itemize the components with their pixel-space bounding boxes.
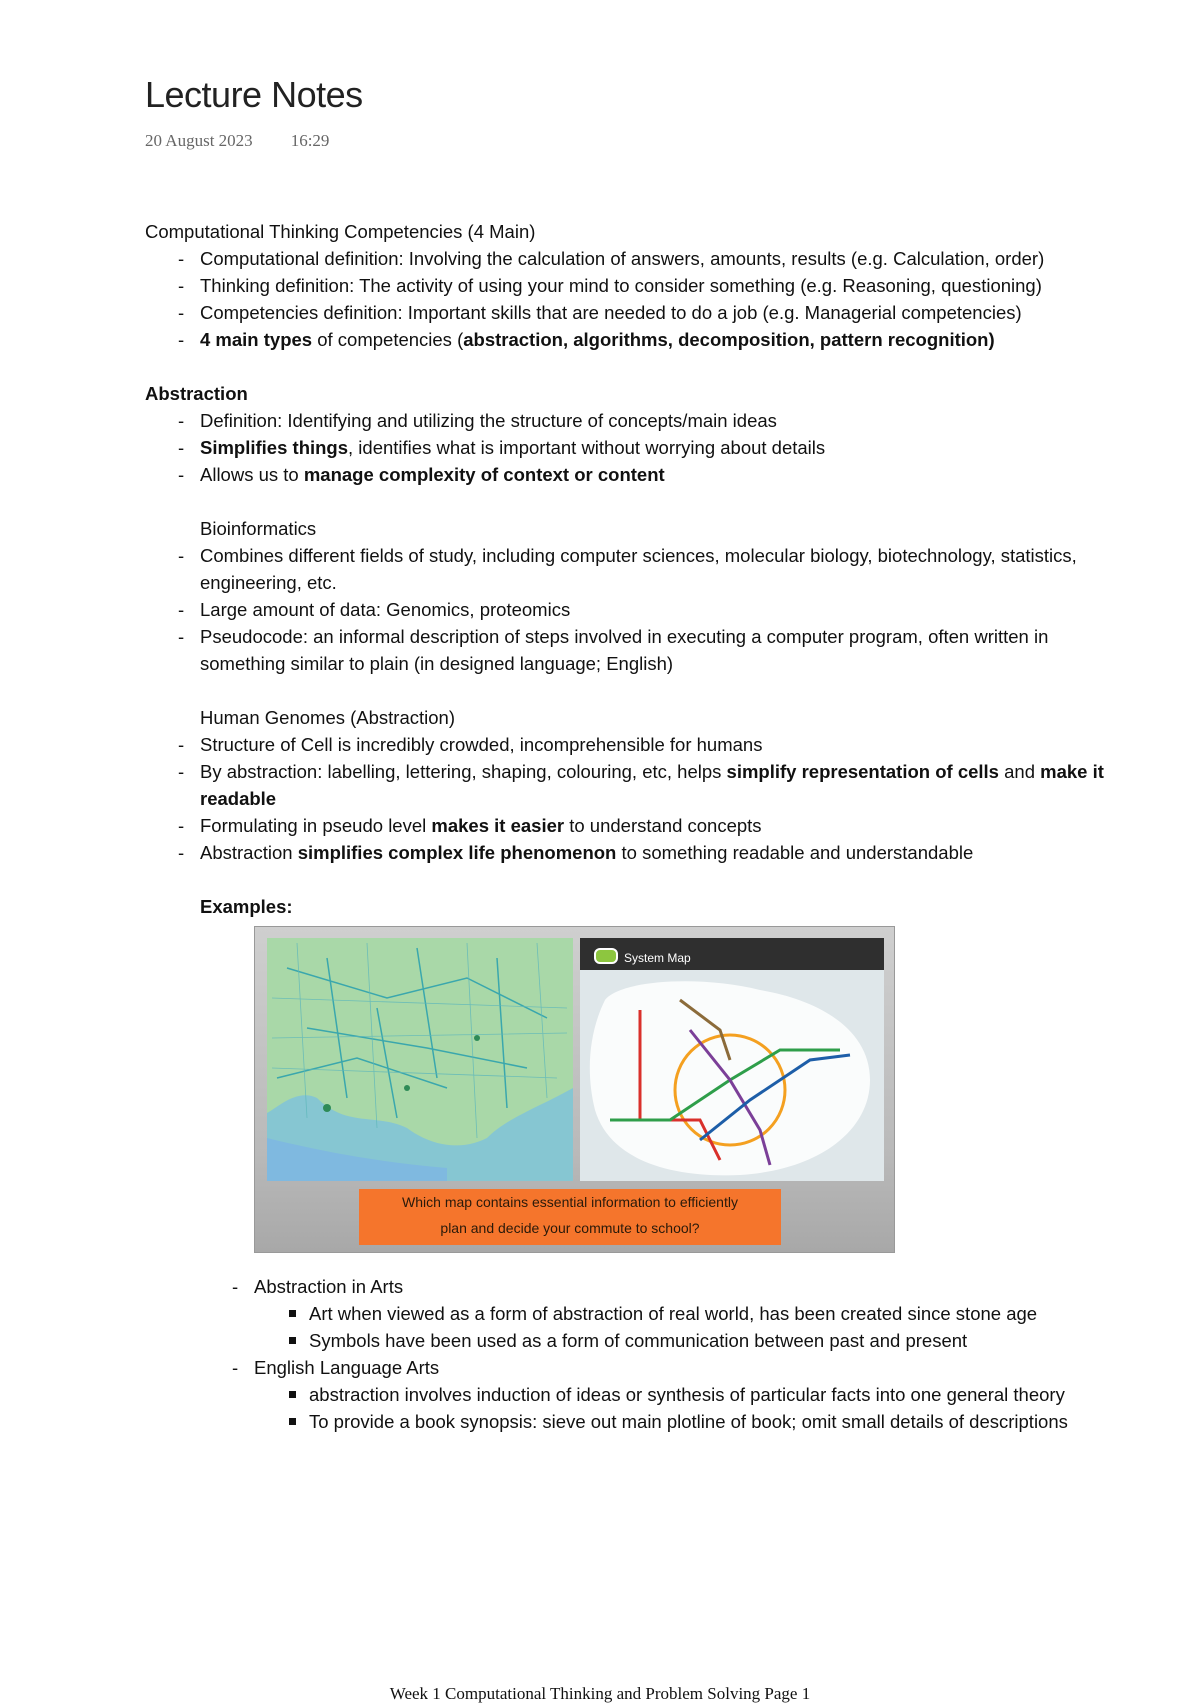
bio-list (145, 542, 1105, 677)
list-item (254, 1273, 1105, 1354)
bold-text: simplifies complex life phenomenon (297, 842, 617, 863)
page-footer: Week 1 Computational Thinking and Problem Solving Page 1 (389, 1684, 811, 1703)
list-item: Symbols have been used as a form of communication between past and present (309, 1327, 1105, 1354)
bold-text: manage complexity of context or content (303, 464, 665, 485)
page-date: 20 August 2023 (145, 131, 253, 150)
ela-sublist (254, 1381, 1105, 1435)
street-map-graphic (267, 938, 573, 1181)
caption-line: plan and decide your commute to school? (440, 1220, 700, 1236)
list-item (200, 839, 1105, 866)
text: to understand concepts (564, 815, 762, 836)
ct-heading: Computational Thinking Competencies (4 Main) (145, 221, 536, 242)
examples-caption (359, 1189, 781, 1245)
abstraction-heading: Abstraction (145, 383, 248, 404)
mrt-map-image (580, 938, 884, 1181)
list-item: abstraction involves induction of ideas or synthesis of particular facts into one general theory (309, 1381, 1105, 1408)
arts-sublist (254, 1300, 1105, 1354)
bold-text: Simplifies things (200, 437, 349, 458)
list-item: - Large amount of data: Genomics, proteomics (200, 596, 1105, 623)
text: By abstraction: labelling, lettering, shaping, colouring, etc, helps (200, 761, 727, 782)
text: Formulating in pseudo level (200, 815, 432, 836)
genomes-list (145, 731, 1105, 866)
examples-image (254, 926, 895, 1253)
list-item: To provide a book synopsis: sieve out main plotline of book; omit small details of descriptions (309, 1408, 1105, 1435)
text: and (998, 761, 1041, 782)
list-item: Art when viewed as a form of abstraction of real world, has been created since stone age (309, 1300, 1105, 1327)
page-time: 16:29 (290, 131, 330, 150)
list-item: - Combines different fields of study, including computer sciences, molecular biology, biotechnology, statistics, engineering, etc. (200, 542, 1105, 596)
mrt-map-label: System Map (624, 951, 691, 965)
list-item: - Structure of Cell is incredibly crowded, incomprehensible for humans (200, 731, 1105, 758)
text: , identifies what is important without worrying about details (348, 437, 826, 458)
text: Allows us to (200, 464, 304, 485)
list-item: - Definition: Identifying and utilizing the structure of concepts/main ideas (200, 407, 1105, 434)
mrt-map-graphic (580, 970, 884, 1181)
examples-heading: Examples: (200, 896, 293, 917)
bold-text: 4 main types (200, 329, 313, 350)
arts-heading: Abstraction in Arts (254, 1276, 404, 1297)
bio-heading: Bioinformatics (200, 518, 317, 539)
page-title: Lecture Notes (145, 74, 363, 115)
page-meta (145, 131, 329, 151)
ela-heading: English Language Arts (254, 1357, 440, 1378)
list-item: - Competencies definition: Important skills that are needed to do a job (e.g. Managerial competencies) (200, 299, 1105, 326)
list-item (200, 326, 1105, 353)
street-map-image (267, 938, 573, 1181)
list-item (254, 1354, 1105, 1435)
abstraction-list (145, 407, 1105, 488)
list-item: - Computational definition: Involving the calculation of answers, amounts, results (e.g. Calculation, order) (200, 245, 1105, 272)
list-item (200, 461, 1105, 488)
list-item (200, 434, 1105, 461)
ct-list (145, 245, 1105, 353)
list-item (200, 758, 1105, 812)
arts-list (145, 1273, 1105, 1435)
list-item: - Pseudocode: an informal description of steps involved in executing a computer program, often written in something similar to plain (in designed language; English) (200, 623, 1105, 677)
bold-text: simplify representation of cells (726, 761, 999, 782)
genomes-heading: Human Genomes (Abstraction) (200, 707, 455, 728)
text: to something readable and understandable (616, 842, 974, 863)
notes-body (145, 218, 1105, 1435)
list-item (200, 812, 1105, 839)
mrt-map-header (580, 938, 884, 970)
caption-line: Which map contains essential information to efficiently (402, 1194, 738, 1210)
mrt-logo-icon (594, 948, 618, 964)
text: of competencies ( (312, 329, 464, 350)
bold-text: makes it easier (431, 815, 565, 836)
list-item: - Thinking definition: The activity of using your mind to consider something (e.g. Reasoning, questioning) (200, 272, 1105, 299)
bold-text: make it readable (200, 761, 1104, 809)
bold-text: abstraction, algorithms, decomposition, pattern recognition) (463, 329, 995, 350)
text: Abstraction (200, 842, 298, 863)
